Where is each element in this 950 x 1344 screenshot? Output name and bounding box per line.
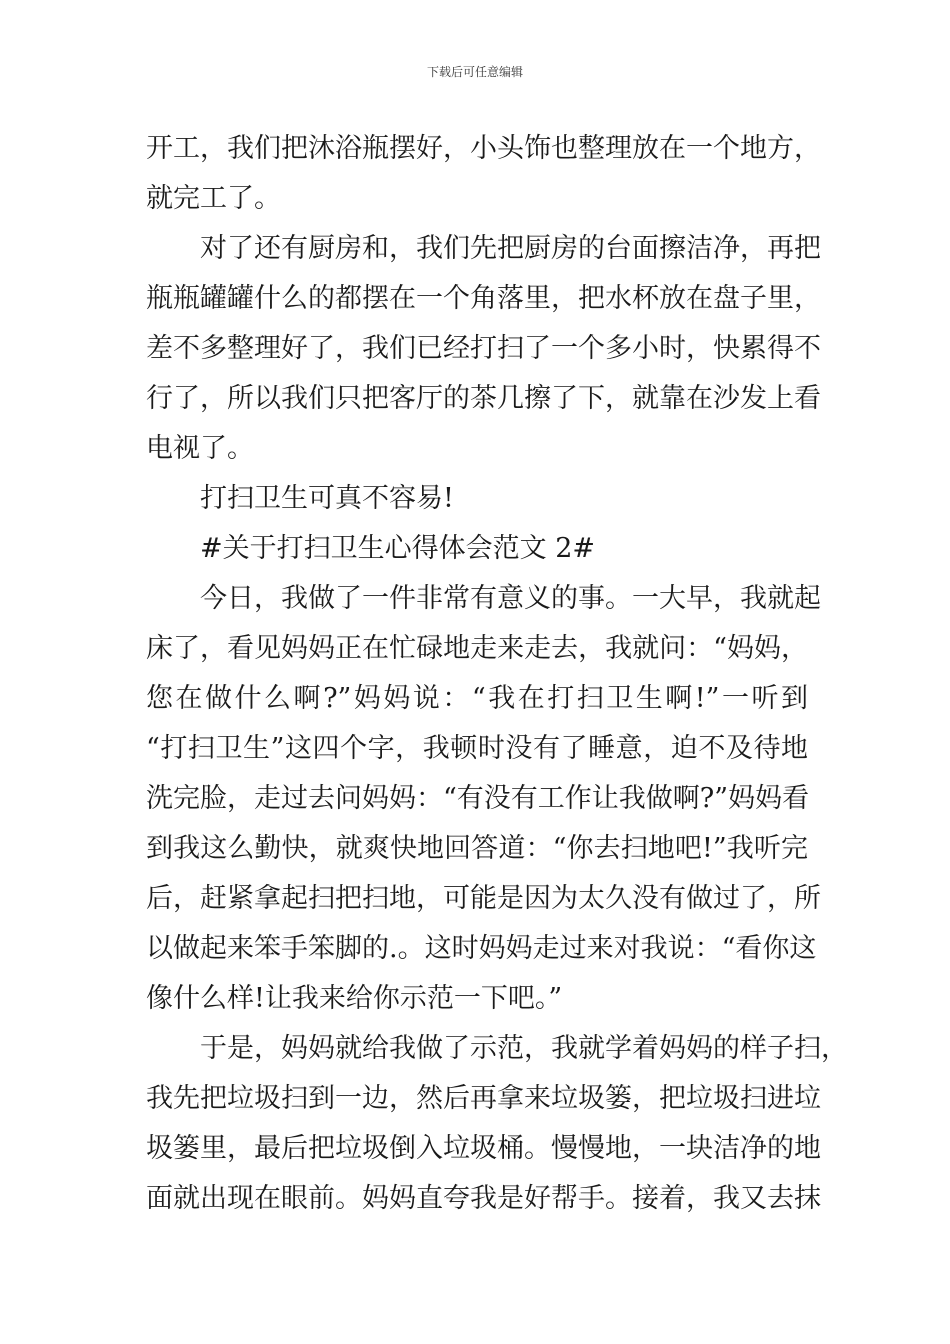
text-line: 于是，妈妈就给我做了示范，我就学着妈妈的样子扫，	[200, 1033, 848, 1064]
text-line: 打扫卫生可真不容易!	[200, 483, 454, 514]
text-line: 到我这么勤快，就爽快地回答道：“你去扫地吧!”我听完	[146, 833, 808, 864]
document-body	[146, 124, 848, 1224]
text-line: 瓶瓶罐罐什么的都摆在一个角落里，把水杯放在盘子里，	[146, 283, 821, 314]
text-line: 我先把垃圾扫到一边，然后再拿来垃圾篓，把垃圾扫进垃	[146, 1083, 821, 1114]
text-line: 就完工了。	[146, 183, 281, 214]
text-line: 以做起来笨手笨脚的.。这时妈妈走过来对我说：“看你这	[146, 933, 817, 964]
text-line: 面就出现在眼前。妈妈直夸我是好帮手。接着，我又去抹	[146, 1183, 821, 1214]
text-line: 差不多整理好了，我们已经打扫了一个多小时，快累得不	[146, 333, 821, 364]
text-line: “打扫卫生”这四个字，我顿时没有了睡意，迫不及待地	[146, 733, 808, 764]
page-header: 下载后可任意编辑	[426, 65, 523, 79]
text-line: 床了，看见妈妈正在忙碌地走来走去，我就问：“妈妈，	[146, 633, 808, 664]
text-line: 行了，所以我们只把客厅的茶几擦了下，就靠在沙发上看	[146, 383, 821, 414]
section-heading: #关于打扫卫生心得体会范文 2#	[200, 533, 596, 564]
text-line: 电视了。	[146, 433, 254, 464]
text-line: 圾篓里，最后把垃圾倒入垃圾桶。慢慢地，一块洁净的地	[146, 1133, 821, 1164]
text-line: 今日，我做了一件非常有意义的事。一大早，我就起	[200, 583, 821, 614]
text-line: 开工，我们把沐浴瓶摆好，小头饰也整理放在一个地方，	[146, 133, 821, 164]
text-line: 洗完脸，走过去问妈妈：“有没有工作让我做啊?”妈妈看	[146, 783, 810, 814]
text-line: 像什么样!让我来给你示范一下吧。”	[146, 983, 563, 1014]
text-line: 对了还有厨房和，我们先把厨房的台面擦洁净，再把	[200, 233, 821, 264]
text-line: 后，赶紧拿起扫把扫地，可能是因为太久没有做过了，所	[146, 883, 821, 914]
text-line: 您在做什么啊?”妈妈说：“我在打扫卫生啊!”一听到	[146, 683, 808, 714]
